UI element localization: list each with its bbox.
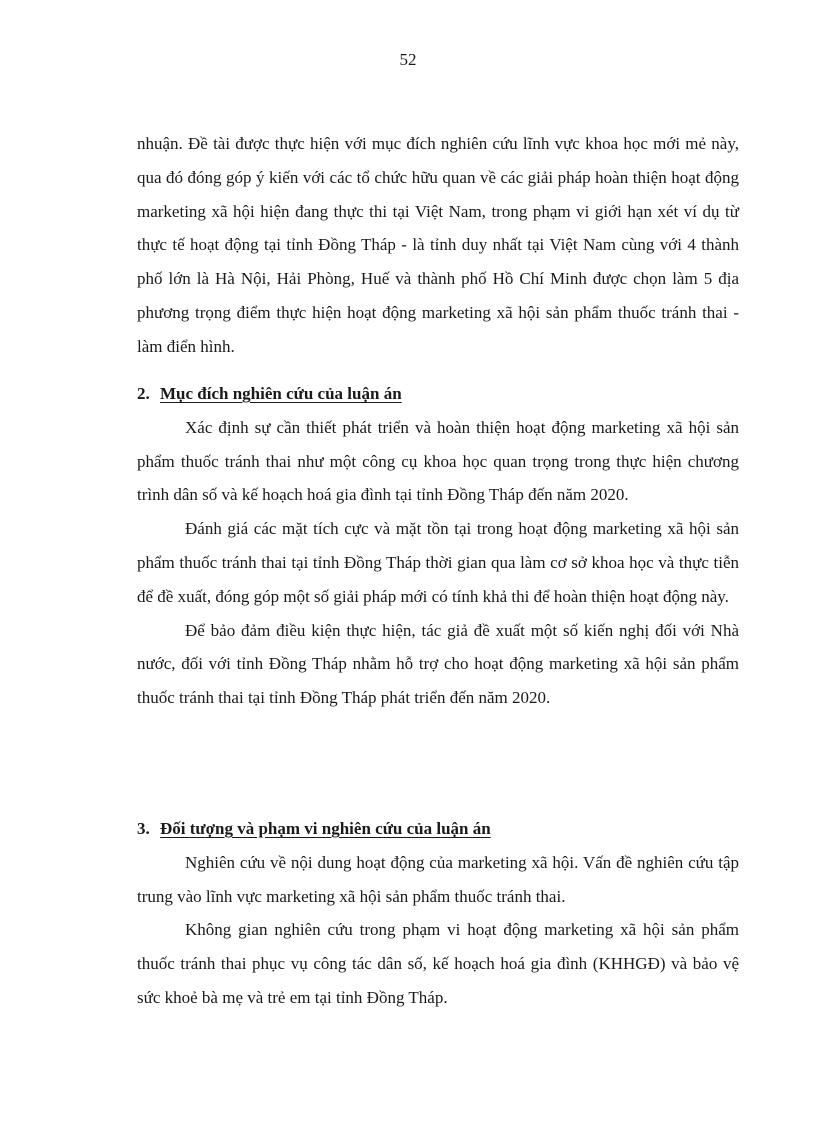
section-2-paragraph-3: Để bảo đảm điều kiện thực hiện, tác giả đề xuất một số kiến nghị đối với Nhà nước, đối với tỉnh Đồng Tháp nhằm hỗ trợ cho hoạt động marketing xã hội sản phẩm thuốc tránh thai tại tỉnh Đồng Tháp phát triển đến năm 2020. bbox=[137, 620, 739, 708]
section-3-paragraph-1: Nghiên cứu về nội dung hoạt động của marketing xã hội. Vấn đề nghiên cứu tập trung vào lĩnh vực marketing xã hội sản phẩm thuốc tránh thai. bbox=[137, 852, 739, 906]
section-3-paragraph-2: Không gian nghiên cứu trong phạm vi hoạt động marketing xã hội sản phẩm thuốc tránh thai phục vụ công tác dân số, kế hoạch hoá gia đình (KHHGĐ) và bảo vệ sức khoẻ bà mẹ và trẻ em tại tỉnh Đồng Tháp. bbox=[137, 920, 739, 1007]
section-2-heading bbox=[137, 377, 739, 411]
section-2-paragraph-2: Đánh giá các mặt tích cực và mặt tồn tại trong hoạt động marketing xã hội sản phẩm thuốc tránh thai tại tỉnh Đồng Tháp thời gian qua làm cơ sở khoa học và thực tiễn để đề xuất, đóng góp một số giải pháp mới có tính khả thi để hoàn thiện hoạt động này. bbox=[137, 519, 739, 606]
section-3-number: 3. bbox=[137, 819, 150, 838]
page-number: 52 bbox=[399, 50, 417, 69]
section-2-number: 2. bbox=[137, 384, 150, 403]
section-2-paragraph-1: Xác định sự cần thiết phát triển và hoàn thiện hoạt động marketing xã hội sản phẩm thuốc tránh thai như một công cụ khoa học quan trọng trong thực hiện chương trình dân số và kế hoạch hoá gia đình tại tỉnh Đồng Tháp đến năm 2020. bbox=[137, 417, 739, 505]
section-3-heading bbox=[137, 812, 739, 846]
section-3-title: Đối tượng và phạm vi nghiên cứu của luận án bbox=[160, 819, 491, 838]
section-3 bbox=[137, 812, 739, 1015]
intro-paragraph: nhuận. Đề tài được thực hiện với mục đích nghiên cứu lĩnh vực khoa học mới mẻ này, qua đó đóng góp ý kiến với các tổ chức hữu quan về các giải pháp hoàn thiện hoạt động marketing xã hội hiện đang thực thi tại Việt Nam, trong phạm vi giới hạn xét ví dụ từ thực tế hoạt động tại tỉnh Đồng Tháp - là tỉnh duy nhất tại Việt Nam cùng với 4 thành phố lớn là Hà Nội, Hải Phòng, Huế và thành phố Hồ Chí Minh được chọn làm 5 địa phương trọng điểm thực hiện hoạt động marketing xã hội sản phẩm thuốc tránh thai - làm điển hình. bbox=[137, 134, 739, 356]
section-2-title: Mục đích nghiên cứu của luận án bbox=[160, 384, 402, 403]
intro-block bbox=[137, 127, 739, 364]
section-2 bbox=[137, 377, 739, 715]
